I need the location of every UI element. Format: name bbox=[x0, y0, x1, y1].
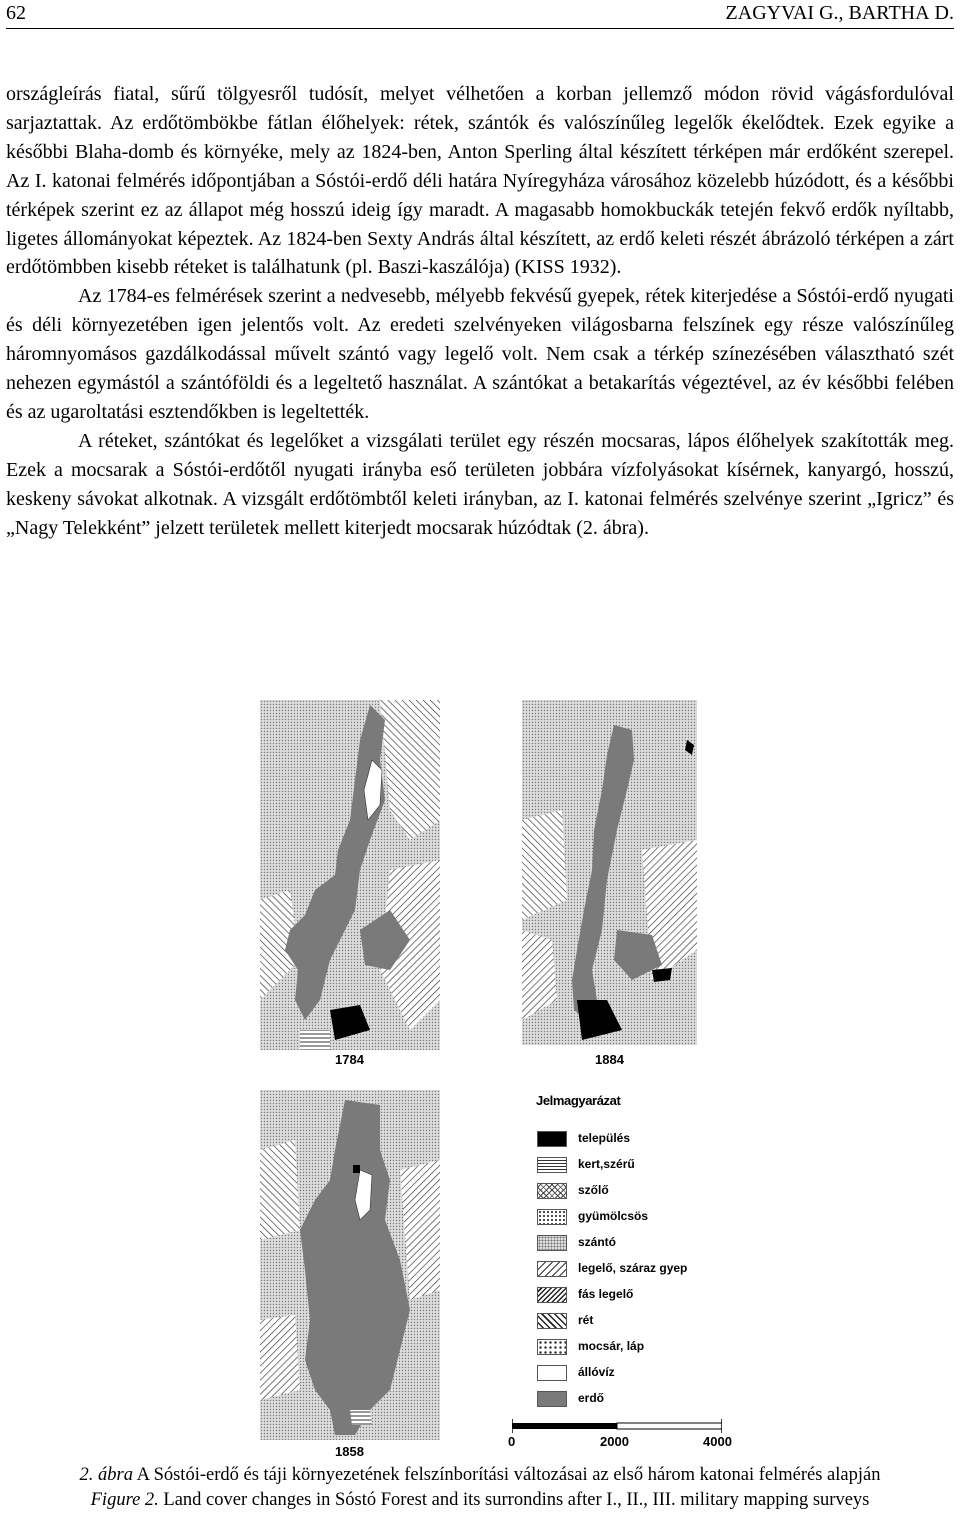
legend-swatch bbox=[537, 1209, 567, 1225]
legend-swatch bbox=[537, 1235, 567, 1251]
map-1884-label: 1884 bbox=[595, 1052, 624, 1067]
scale-label-2000: 2000 bbox=[600, 1434, 629, 1449]
legend-title: Jelmagyarázat bbox=[536, 1093, 621, 1108]
map-1858-label: 1858 bbox=[335, 1444, 364, 1459]
legend-label: szántó bbox=[578, 1235, 617, 1249]
legend-swatch bbox=[537, 1287, 567, 1303]
caption-hungarian: 2. ábra A Sóstói-erdő és táji környezetének felszínborítási változásai az első három katonai felmérés alapján bbox=[79, 1465, 881, 1485]
legend-label: fás legelő bbox=[578, 1287, 634, 1301]
legend-label: erdő bbox=[578, 1391, 605, 1405]
map-1884 bbox=[522, 700, 697, 1045]
legend-label: település bbox=[578, 1131, 631, 1145]
legend-label: gyümölcsös bbox=[578, 1209, 649, 1223]
legend-label: szőlő bbox=[578, 1183, 609, 1197]
body-text bbox=[6, 80, 954, 543]
page-number: 62 bbox=[6, 2, 26, 24]
legend-swatch bbox=[537, 1131, 567, 1147]
legend-swatch bbox=[537, 1339, 567, 1355]
page-header bbox=[6, 2, 954, 29]
legend-swatch bbox=[537, 1183, 567, 1199]
map-1784 bbox=[260, 700, 440, 1050]
paragraph-1: országleírás fiatal, sűrű tölgyesről tudósít, melyet vélhetően a korban jellemző módon rövid vágásfordulóval sarjaztattak. Az erdőtömbökbe fátlan élőhelyek: rétek, szántók és valószínűleg legelők ékelődtek. Ezek egyike a későbbi Blaha-domb és környéke, mely az 1824-ben, Anton Sperling által készített térképen már erdőként szerepel. Az I. katonai felmérés időpontjában a Sóstói-erdő déli határa Nyíregyháza városához közelebb húzódott, és a későbbi térképek szerint ez az állapot még hosszú ideig így maradt. A magasabb homokbuckák tetején fekvő erdők nyíltabb, ligetes állományokat képeztek. Az 1824-ben Sexty András által készített, az erdő keleti részét ábrázoló térképen a zárt erdőtömbben kisebb réteket is találhatunk (pl. Baszi-kaszálója) (KISS 1932). bbox=[6, 83, 954, 279]
paragraph-2: Az 1784-es felmérések szerint a nedvesebb, mélyebb fekvésű gyepek, rétek kiterjedése a Sóstói-erdő nyugati és déli környezetében igen jelentős volt. Az eredeti szelvényeken világosbarna felszínek egy része valószínűleg háromnyomásos gazdálkodással művelt szántó vagy legelő volt. Nem csak a térkép színezésében választható szét nehezen egymástól a szántóföldi és a legeltető használat. A szántókat a betakarítás végeztével, az év későbbi felében és az ugaroltatási esztendőkben is legeltették. bbox=[6, 285, 954, 423]
map-1784-label: 1784 bbox=[335, 1052, 364, 1067]
legend-swatch bbox=[537, 1157, 567, 1173]
scale-bar bbox=[512, 1419, 722, 1433]
scale-label-4000: 4000 bbox=[703, 1434, 732, 1449]
legend-label: rét bbox=[578, 1313, 594, 1327]
paragraph-3: A réteket, szántókat és legelőket a vizsgálati terület egy részén mocsaras, lápos élőhelyek szakították meg. Ezek a mocsarak a Sóstói-erdőtől nyugati irányba eső területen jobbára vízfolyásokat kísérnek, kanyargó, hosszú, keskeny sávokat alkotnak. A vizsgált erdőtömbtől keleti irányban, az I. katonai felmérés szelvénye szerint „Igricz” és „Nagy Telekként” jelzett területek mellett kiterjedt mocsarak húzódtak (2. ábra). bbox=[6, 429, 954, 539]
legend-label: mocsár, láp bbox=[578, 1339, 645, 1353]
legend-label: állóvíz bbox=[578, 1365, 615, 1379]
legend-label: kert,szérű bbox=[578, 1157, 635, 1171]
legend-swatch bbox=[537, 1261, 567, 1277]
running-authors: ZAGYVAI G., BARTHA D. bbox=[725, 2, 954, 24]
legend-swatch bbox=[537, 1365, 567, 1381]
legend-swatch bbox=[537, 1391, 567, 1407]
legend-label: legelő, száraz gyep bbox=[578, 1261, 688, 1275]
legend-swatch bbox=[537, 1313, 567, 1329]
map-1858 bbox=[260, 1090, 440, 1440]
scale-label-0: 0 bbox=[508, 1434, 516, 1449]
caption-english: Figure 2. Land cover changes in Sóstó Forest and its surrondins after I., II., III. military mapping surveys bbox=[90, 1490, 870, 1510]
